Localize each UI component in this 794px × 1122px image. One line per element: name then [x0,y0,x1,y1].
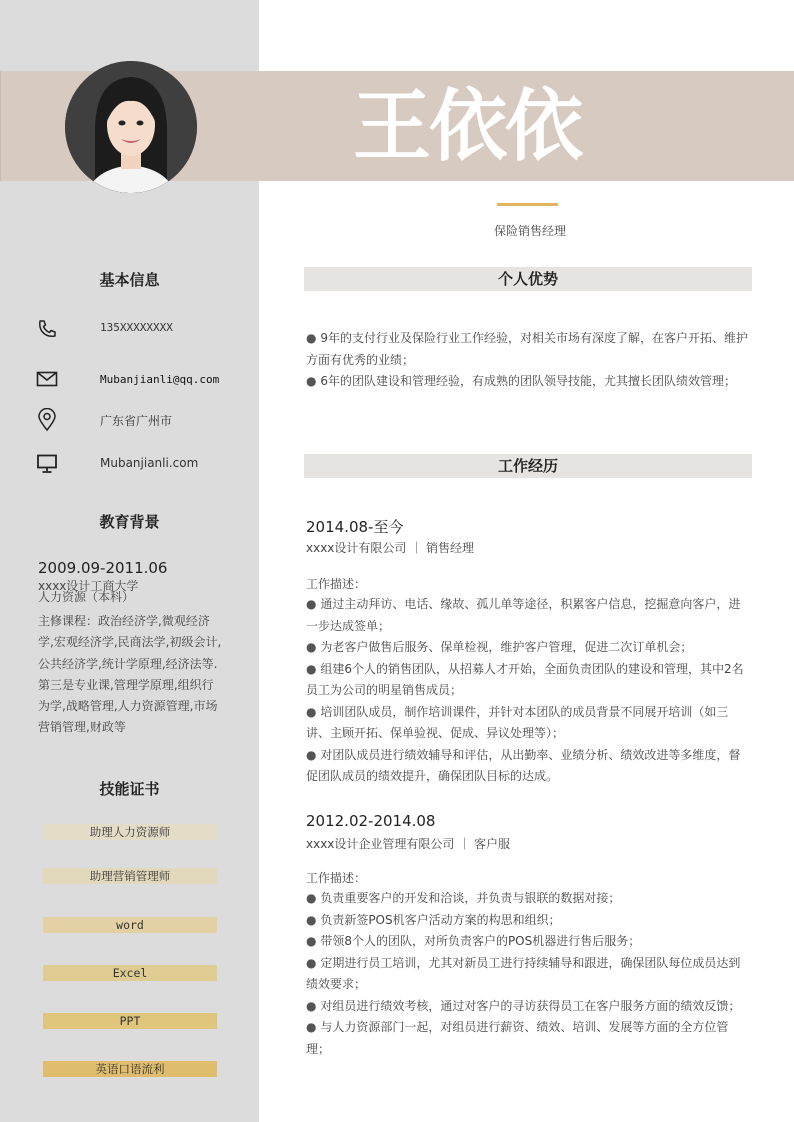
profile-photo [65,61,197,193]
email-icon [36,368,58,390]
advantages-heading: 个人优势 [497,270,558,288]
list-item: ● 定期进行员工培训，尤其对新员工进行持续辅导和跟进，确保团队每位成员达到绩效要求； [306,955,741,991]
list-item: ● 组建6个人的销售团队，从招募人才开始，全面负责团队的建设和管理，其中2名员工为公司的明星销售成员； [306,661,744,697]
advantages-section-bar [304,267,752,291]
education-heading: 教育背景 [99,513,160,531]
skills-heading: 技能证书 [99,780,160,798]
list-item: ● 与人力资源部门一起，对组员进行薪资、绩效、培训、发展等方面的全方位管理； [306,1020,729,1056]
certificate-badge: word [43,917,217,933]
job-company: xxxx设计企业管理有限公司 ｜ 客户服 [306,837,511,851]
job-company: xxxx设计有限公司 ｜ 销售经理 [306,541,475,555]
list-item: ● 带领8个人的团队，对所负责客户的POS机器进行售后服务； [306,934,641,948]
monitor-icon [36,453,58,475]
job-duties-list [306,888,751,1060]
phone-text: 135XXXXXXXX [100,321,173,334]
title-accent-line [497,203,558,206]
phone-icon [36,318,58,340]
list-item: ● 6年的团队建设和管理经验，有成熟的团队领导技能，尤其擅长团队绩效管理； [306,374,736,388]
list-item: ● 为老客户做售后服务、保单检视，维护客户管理，促进二次订单机会； [306,640,693,654]
location-text: 广东省广州市 [100,414,173,428]
location-icon [36,408,58,430]
experience-heading: 工作经历 [497,457,558,475]
list-item: ● 通过主动拜访、电话、缘故、孤儿单等途径，积累客户信息，挖掘意向客户，进一步达成签单； [306,597,741,633]
certificate-badge: 助理人力资源师 [43,824,217,840]
job-date: 2014.08-至今 [306,518,404,536]
education-school: xxxx设计工商大学 [38,579,139,593]
certificate-badge: 助理营销管理师 [43,868,217,884]
list-item: ● 对组员进行绩效考核，通过对客户的寻访获得员工在客户服务方面的绩效反馈； [306,998,741,1013]
experience-section-bar [304,454,752,478]
list-item: ● 培训团队成员，制作培训课件，并针对本团队的成员背景不同展开培训（如三讲、主顾开拓、保单验视、促成、异议处理等）； [306,704,729,740]
education-courses: 主修课程：政治经济学,微观经济学,宏观经济学,民商法学,初级会计,公共经济学,统计学原理,经济法等.第三是专业课,管理学原理,组织行为学,战略管理,人力资源管理,市场营销管理,财政等 [38,614,222,735]
job-description-label: 工作描述： [306,871,367,885]
education-date: 2009.09-2011.06 [38,559,168,577]
website-text: Mubanjianli.com [100,456,199,470]
education-major: 人力资源（本科） [38,590,135,604]
certificate-badge: PPT [43,1013,217,1029]
list-item: ● 负责新签POS机客户活动方案的构思和组织； [306,912,561,927]
candidate-name: 王依依 [353,82,582,172]
certificate-badge: 英语口语流利 [43,1061,217,1077]
job-description-label: 工作描述： [306,577,367,591]
list-item: ● 负责重要客户的开发和洽谈，并负责与银联的数据对接； [306,891,621,905]
email-text: Mubanjianli@qq.com [100,373,220,386]
list-item: ● 对团队成员进行绩效辅导和评估，从出勤率、业绩分析、绩效改进等多维度，督促团队成员的绩效提升，确保团队目标的达成。 [306,747,741,783]
job-duties-list [306,594,751,788]
advantages-list [306,328,751,393]
basic-info-heading: 基本信息 [99,271,160,289]
job-title: 保险销售经理 [493,224,566,238]
list-item: ● 9年的支付行业及保险行业工作经验，对相关市场有深度了解，在客户开拓、维护方面有优秀的业绩； [306,331,748,367]
job-date: 2012.02-2014.08 [306,812,436,830]
certificate-badge: Excel [43,965,217,981]
